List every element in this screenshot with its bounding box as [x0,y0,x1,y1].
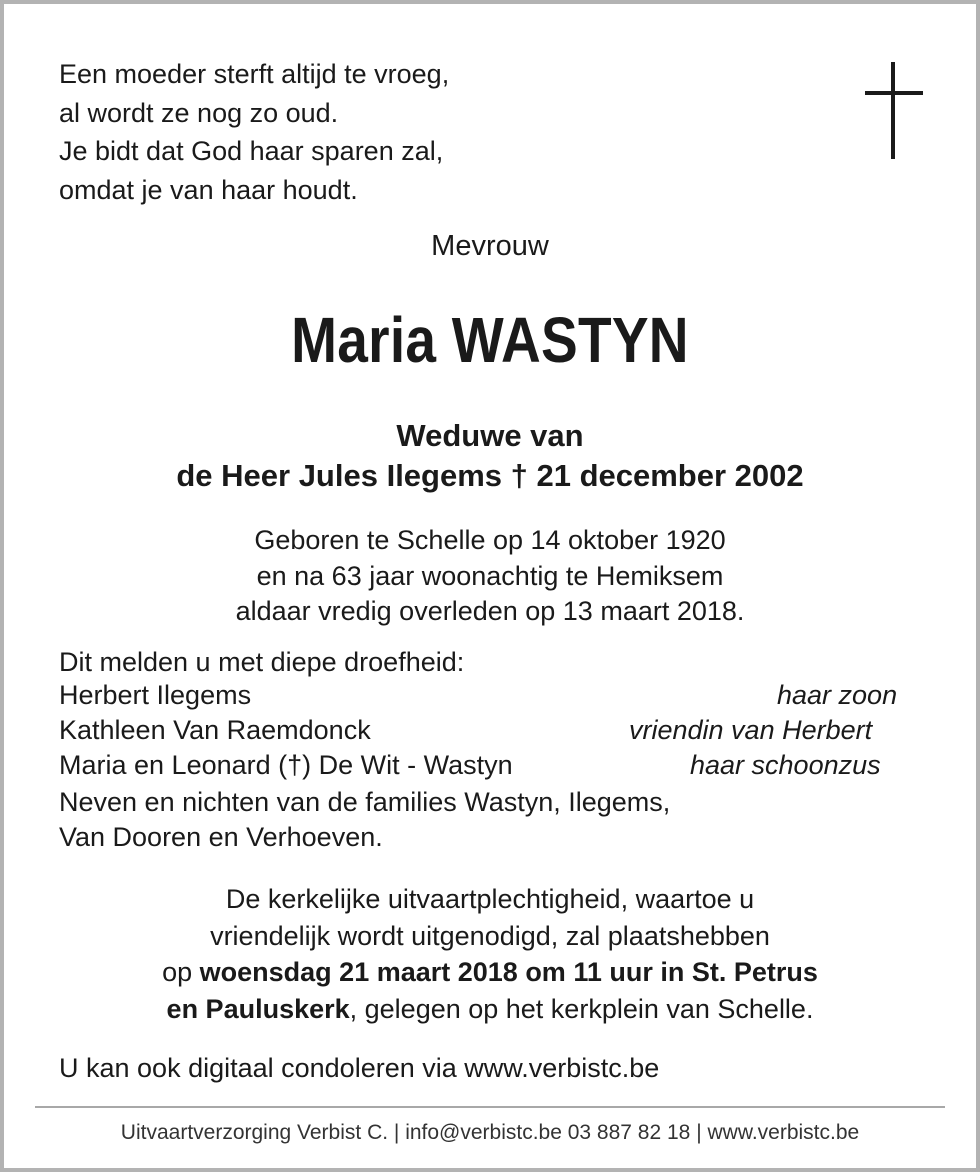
widow-of-label: Weduwe van [396,418,584,453]
salutation: Mevrouw [431,230,549,262]
family-member-relation: haar schoonzus [690,750,881,780]
poem-line: omdat je van haar houdt. [59,174,358,205]
bio-block [0,523,980,630]
service-line [0,954,980,991]
poem [59,55,449,209]
poem-line: Je bidt dat God haar sparen zal, [59,136,444,166]
service-line: vriendelijk wordt uitgenodigd, zal plaatshebben [210,920,770,951]
family-member-name: Kathleen Van Raemdonck [59,715,371,745]
service-block [0,881,980,1027]
service-line [0,991,980,1028]
footer-contact: Uitvaartverzorging Verbist C. | info@verbistc.be 03 887 82 18 | www.verbistc.be [120,1121,860,1144]
service-church: en Pauluskerk [166,993,350,1024]
service-date: woensdag 21 maart 2018 om 11 uur in St. Petrus [199,957,818,987]
family-member-relation: vriendin van Herbert [629,715,873,745]
spouse-block [0,416,980,496]
family-member-relation: haar zoon [777,680,898,710]
family-extended-line: Van Dooren en Verhoeven. [59,822,383,852]
deceased-name: Maria WASTYN [291,304,689,376]
family-extended-line: Neven en nichten van de families Wastyn, Ilegems, [59,787,671,817]
family-intro: Dit melden u met diepe droefheid: [59,647,465,677]
service-location: , gelegen op het kerkplein van Schelle. [349,993,814,1024]
family-member-name: Herbert Ilegems [59,680,252,710]
spouse-line: de Heer Jules Ilegems † 21 december 2002 [176,458,804,493]
poem-line: Een moeder sterft altijd te vroeg, [59,59,450,89]
bio-line: en na 63 jaar woonachtig te Hemiksem [256,560,724,591]
poem-line: al wordt ze nog zo oud. [59,97,339,128]
bio-line: Geboren te Schelle op 14 oktober 1920 [254,525,726,555]
service-line: De kerkelijke uitvaartplechtigheid, waartoe u [225,884,755,914]
cross-icon [865,62,923,160]
footer-divider [35,1106,945,1108]
family-member-name: Maria en Leonard (†) De Wit - Wastyn [59,750,513,780]
bio-line: aldaar vredig overleden op 13 maart 2018. [235,596,745,626]
condolence-note: U kan ook digitaal condoleren via www.verbistc.be [59,1053,660,1083]
service-prefix: op [162,957,200,987]
